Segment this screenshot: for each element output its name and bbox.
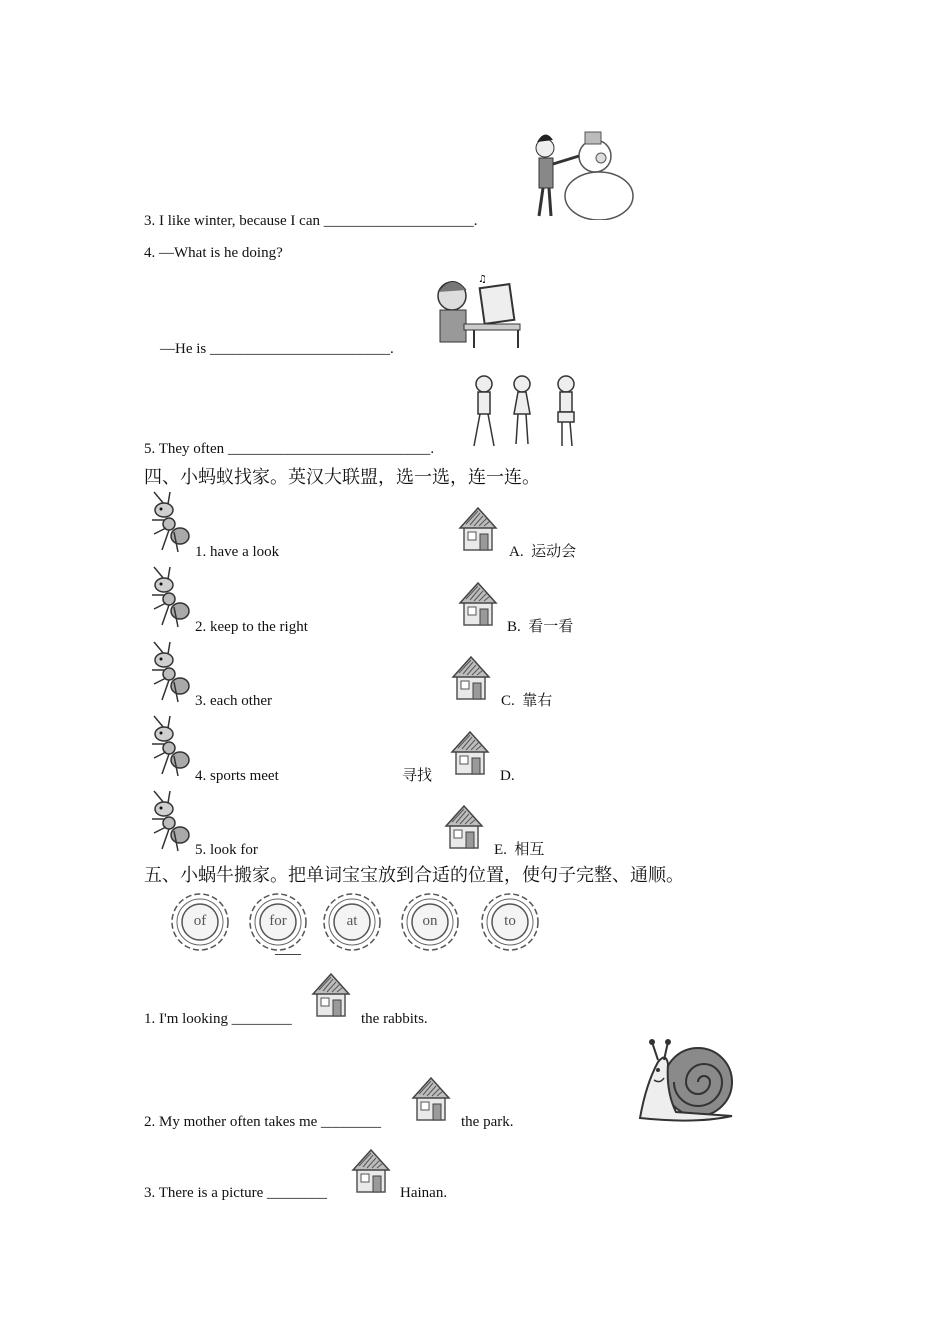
sentence-start: 2. My mother often takes me ________: [144, 1114, 382, 1130]
match-left-item: 2. keep to the right: [195, 619, 308, 635]
word-label: to: [504, 913, 516, 929]
word-flower[interactable]: [248, 892, 308, 952]
match-left-item: 5. look for: [195, 842, 258, 858]
question-4-answer: —He is ________________________.: [160, 341, 394, 357]
house-icon[interactable]: [450, 730, 490, 776]
question-3: 3. I like winter, because I can ____________________.: [144, 213, 478, 229]
match-right-item: A. 运动会: [509, 544, 577, 560]
question-5: 5. They often ___________________________.: [144, 441, 435, 457]
match-left-item: 1. have a look: [195, 544, 280, 560]
ant-icon[interactable]: [144, 490, 194, 556]
match-right-item: B. 看一看: [507, 619, 574, 635]
word-flower[interactable]: [322, 892, 382, 952]
ant-icon[interactable]: [144, 714, 194, 780]
ant-icon[interactable]: [144, 789, 194, 855]
underline-mark: [275, 954, 301, 955]
children-exercising-picture: [470, 374, 594, 450]
sentence-end: the rabbits.: [361, 1011, 428, 1027]
ant-icon[interactable]: [144, 640, 194, 706]
match-middle-item: 寻找: [402, 768, 433, 784]
match-right-item: D.: [500, 768, 515, 784]
section-5-title: 五、小蜗牛搬家。把单词宝宝放到合适的位置，使句子完整、通顺。: [144, 865, 684, 885]
word-flower[interactable]: [480, 892, 540, 952]
sentence-start: 3. There is a picture ________: [144, 1185, 328, 1201]
ant-icon[interactable]: [144, 565, 194, 631]
sentence-end: Hainan.: [400, 1185, 448, 1201]
house-icon[interactable]: [451, 655, 491, 701]
house-icon[interactable]: [411, 1076, 451, 1122]
match-left-item: 4. sports meet: [195, 768, 279, 784]
snowman-girl-picture: [535, 126, 635, 220]
house-icon[interactable]: [351, 1148, 391, 1194]
sentence-start: 1. I'm looking ________: [144, 1011, 292, 1027]
snail-picture: [636, 1038, 736, 1124]
house-icon[interactable]: [444, 804, 484, 850]
question-4: 4. —What is he doing?: [144, 245, 283, 261]
match-left-item: 3. each other: [195, 693, 273, 709]
match-right-item: C. 靠右: [501, 693, 553, 709]
word-label: for: [269, 913, 287, 929]
house-icon[interactable]: [458, 506, 498, 552]
word-flower[interactable]: [170, 892, 230, 952]
sentence-end: the park.: [461, 1114, 514, 1130]
house-icon[interactable]: [311, 972, 351, 1018]
word-flower[interactable]: [400, 892, 460, 952]
match-right-item: E. 相互: [494, 842, 545, 858]
house-icon[interactable]: [458, 581, 498, 627]
boy-computer-picture: [434, 272, 524, 350]
word-label: of: [193, 913, 207, 929]
word-label: at: [346, 913, 358, 929]
svg-text:♫: ♫: [478, 274, 487, 285]
section-4-title: 四、小蚂蚁找家。英汉大联盟，选一选，连一连。: [144, 467, 540, 487]
word-label: on: [422, 913, 438, 929]
